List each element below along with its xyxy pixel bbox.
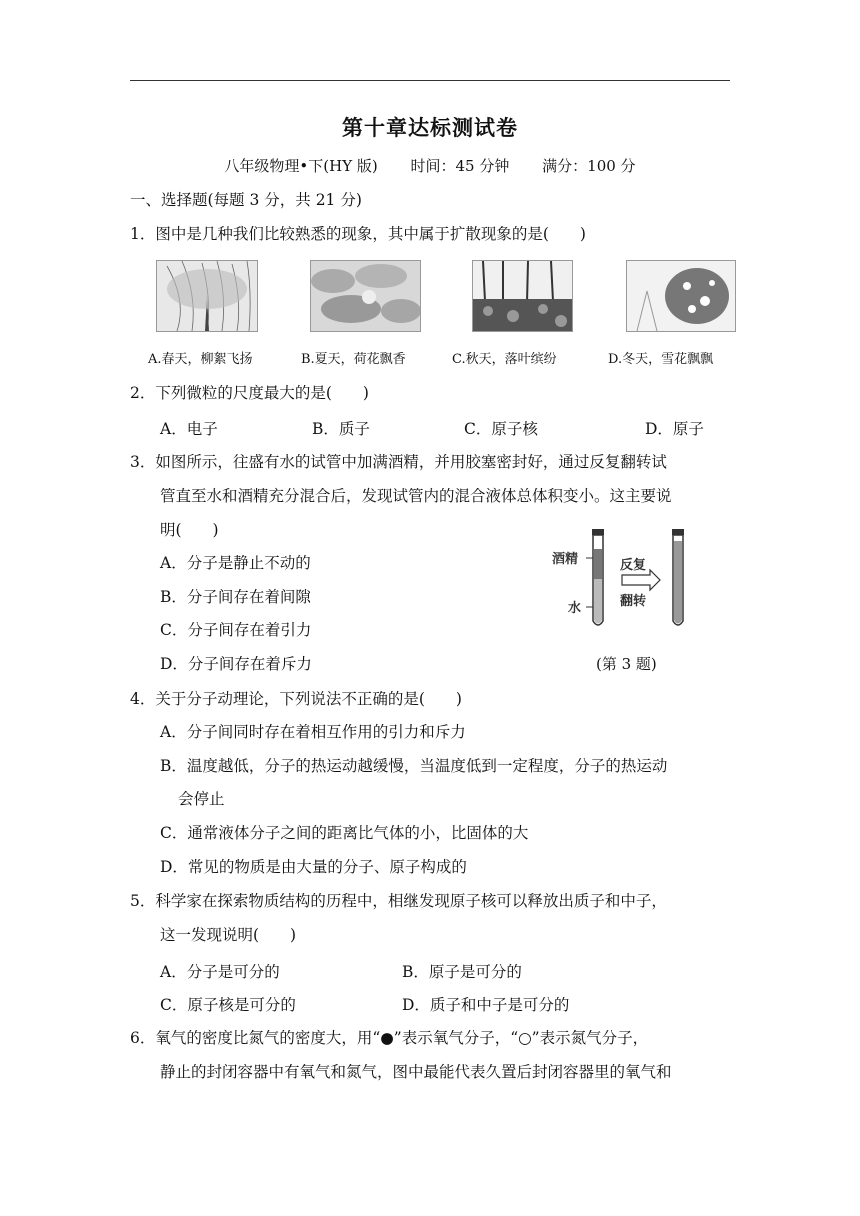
- q5-option-b: B．原子是可分的: [402, 963, 522, 981]
- falling-leaves-image: [472, 260, 573, 332]
- q5-option-c: C．原子核是可分的: [160, 996, 296, 1014]
- q4-option-a: A．分子间同时存在着相互作用的引力和斥力: [160, 723, 466, 741]
- willow-image: [156, 260, 258, 332]
- section-heading: 一、选择题(每题 3 分，共 21 分): [130, 191, 362, 209]
- q3-option-a: A．分子是静止不动的: [160, 554, 311, 572]
- question-3-line-2: 管直至水和酒精充分混合后，发现试管内的混合液体总体积变小。这主要说: [160, 487, 672, 505]
- top-rule: [130, 80, 730, 81]
- q2-option-a: A．电子: [160, 420, 218, 438]
- question-5-line-2: 这一发现说明( ): [160, 926, 297, 944]
- question-1-text: 1．图中是几种我们比较熟悉的现象，其中属于扩散现象的是( ): [130, 225, 586, 243]
- q5-option-a: A．分子是可分的: [160, 963, 280, 981]
- figure-caption: (第 3 题): [596, 655, 657, 673]
- water-label: 水: [568, 601, 582, 616]
- caption-b: B.夏天，荷花飘香: [301, 352, 406, 367]
- question-2-text: 2．下列微粒的尺度最大的是( ): [130, 384, 369, 402]
- snow-tree-image: [626, 260, 736, 332]
- q5-option-d: D．质子和中子是可分的: [402, 996, 570, 1014]
- exam-subtitle: [0, 155, 860, 176]
- q3-option-c: C．分子间存在着引力: [160, 621, 312, 639]
- q2-option-c: C．原子核: [464, 420, 538, 438]
- q2-option-d: D．原子: [645, 420, 704, 438]
- question-6-line-1: 6．氧气的密度比氮气的密度大，用“●”表示氧气分子，“○”表示氮气分子，: [130, 1029, 649, 1047]
- right-arrow-icon: [622, 570, 660, 590]
- q3-option-b: B．分子间存在着间隙: [160, 588, 311, 606]
- stopper-right: [672, 529, 684, 535]
- test-tube-figure: [550, 525, 730, 635]
- question-4-text: 4．关于分子动理论，下列说法不正确的是( ): [130, 690, 462, 708]
- q4-option-b-cont: 会停止: [178, 790, 225, 808]
- question-6-line-2: 静止的封闭容器中有氧气和氮气，图中最能代表久置后封闭容器里的氧气和: [160, 1063, 672, 1081]
- question-3-line-1: 3．如图所示，往盛有水的试管中加满酒精，并用胶塞密封好，通过反复翻转试: [130, 453, 667, 471]
- alcohol-label: 酒精: [552, 552, 579, 567]
- grade-label: 八年级物理•下(HY 版): [224, 157, 378, 175]
- q3-option-d: D．分子间存在着斥力: [160, 655, 312, 673]
- caption-d: D.冬天，雪花飘飘: [608, 352, 714, 367]
- q2-option-b: B．质子: [312, 420, 370, 438]
- q4-option-c: C．通常液体分子之间的距离比气体的小，比固体的大: [160, 824, 529, 842]
- question-3-line-3: 明( ): [160, 521, 219, 539]
- lotus-image: [310, 260, 421, 332]
- caption-a: A.春天，柳絮飞扬: [148, 352, 253, 367]
- q4-option-d: D．常见的物质是由大量的分子、原子构成的: [160, 858, 467, 876]
- arrow-top-label: 反复: [620, 558, 647, 573]
- arrow-bottom-label: 翻转: [620, 594, 647, 609]
- q4-option-b: B．温度越低，分子的热运动越缓慢，当温度低到一定程度，分子的热运动: [160, 757, 668, 775]
- question-5-line-1: 5．科学家在探索物质结构的历程中，相继发现原子核可以释放出质子和中子，: [130, 892, 667, 910]
- score-label: 满分：100 分: [542, 157, 636, 175]
- page-title: 第十章达标测试卷: [342, 116, 518, 140]
- caption-c: C.秋天，落叶缤纷: [452, 352, 557, 367]
- time-label: 时间：45 分钟: [410, 157, 510, 175]
- stopper-left: [592, 529, 604, 535]
